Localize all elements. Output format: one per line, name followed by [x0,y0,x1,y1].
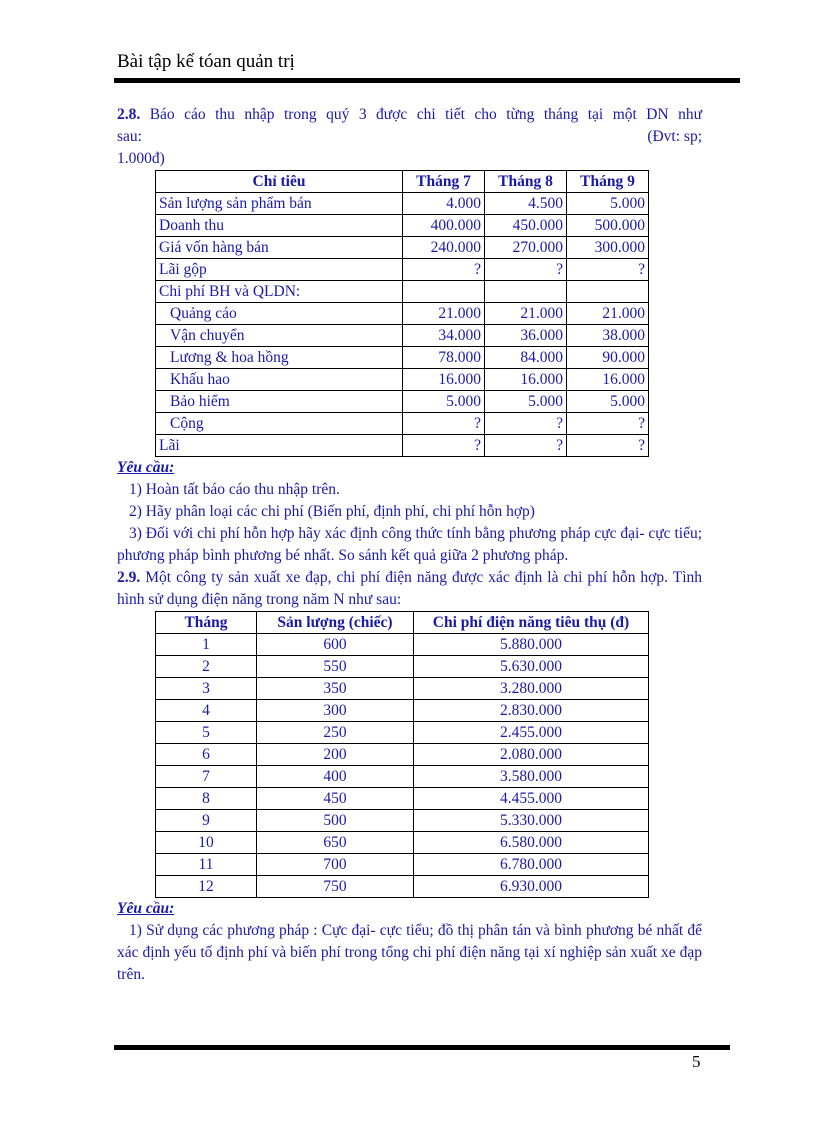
month-cell: 8 [156,788,257,810]
row-label: Lãi gộp [156,259,403,281]
table-row [156,369,649,391]
table-row [156,391,649,413]
cell: 21.000 [484,303,566,325]
cell: 16.000 [403,369,485,391]
header-rule [114,78,740,83]
cost-cell: 3.580.000 [414,766,649,788]
row-label: Khấu hao [156,369,403,391]
cell: 270.000 [484,237,566,259]
month-cell: 1 [156,634,257,656]
ex29-requirement-title [117,898,702,920]
month-cell: 11 [156,854,257,876]
ex29-number: 2.9. [117,569,141,586]
month-cell: 10 [156,832,257,854]
requirement-heading: Yêu cầu: [117,900,175,917]
row-label: Chi phí BH và QLDN: [156,281,403,303]
table-row [156,832,649,854]
cell: 90.000 [566,347,648,369]
month-cell: 3 [156,678,257,700]
ex28-intro-text: Báo cáo thu nhập trong quý 3 được chi tiết cho từng tháng tại một DN như [149,106,703,123]
quantity-cell: 450 [257,788,414,810]
table-row [156,876,649,898]
cell: 34.000 [403,325,485,347]
cell: 16.000 [566,369,648,391]
ex28-requirement-2: 2) Hãy phân loại các chi phí (Biến phí, định phí, chi phí hỗn hợp) [129,503,535,520]
cost-cell: 5.630.000 [414,656,649,678]
cost-cell: 3.280.000 [414,678,649,700]
cell: 84.000 [484,347,566,369]
month-cell: 2 [156,656,257,678]
cell: 36.000 [484,325,566,347]
row-label: Bảo hiểm [156,391,403,413]
table-row [156,259,649,281]
income-statement-table [155,170,649,457]
table-row [156,766,649,788]
cell: 400.000 [403,215,485,237]
table-header-row [156,612,649,634]
col-header-thang-7: Tháng 7 [403,171,485,193]
cell: 450.000 [484,215,566,237]
cell: 240.000 [403,237,485,259]
cell: 500.000 [566,215,648,237]
ex28-intro-line1 [117,104,702,126]
ex28-intro-sau: sau: [117,128,142,145]
table-row [156,347,649,369]
cell: 21.000 [566,303,648,325]
col-header-chi-tieu: Chỉ tiêu [156,171,403,193]
footer-rule [114,1045,730,1050]
table-row [156,634,649,656]
ex28-intro-line3: 1.000đ) [117,150,165,167]
quantity-cell: 400 [257,766,414,788]
cell: 5.000 [566,391,648,413]
quantity-cell: 550 [257,656,414,678]
table-row [156,303,649,325]
cell: 4.000 [403,193,485,215]
row-label: Vận chuyển [156,325,403,347]
page-number: 5 [692,1052,701,1071]
cell: ? [403,435,485,457]
month-cell: 7 [156,766,257,788]
cell: ? [403,413,485,435]
cost-cell: 2.080.000 [414,744,649,766]
cost-cell: 6.780.000 [414,854,649,876]
electricity-table-body [156,634,649,898]
cell: ? [484,413,566,435]
cell: 21.000 [403,303,485,325]
cell: ? [484,435,566,457]
requirement-heading: Yêu cầu: [117,459,175,476]
cell: ? [566,435,648,457]
table-row [156,678,649,700]
table-row [156,281,649,303]
ex29-intro [117,567,702,611]
cost-cell: 2.455.000 [414,722,649,744]
cell: ? [484,259,566,281]
ex28-unit-note: (Đvt: sp; [647,128,702,145]
quantity-cell: 500 [257,810,414,832]
month-cell: 4 [156,700,257,722]
table-row [156,215,649,237]
table-row [156,435,649,457]
electricity-cost-table [155,611,649,898]
row-label: Lãi [156,435,403,457]
month-cell: 5 [156,722,257,744]
table-row [156,700,649,722]
cell [566,281,648,303]
table-row [156,193,649,215]
col-header-thang-8: Tháng 8 [484,171,566,193]
quantity-cell: 600 [257,634,414,656]
cell: 38.000 [566,325,648,347]
page-content [117,104,702,986]
row-label: Quảng cáo [156,303,403,325]
row-label: Lương & hoa hồng [156,347,403,369]
row-label: Giá vốn hàng bán [156,237,403,259]
cell: ? [566,413,648,435]
table-row [156,325,649,347]
cell: ? [403,259,485,281]
cost-cell: 4.455.000 [414,788,649,810]
month-cell: 6 [156,744,257,766]
quantity-cell: 700 [257,854,414,876]
cost-cell: 6.930.000 [414,876,649,898]
cell: 300.000 [566,237,648,259]
col-header-thang-9: Tháng 9 [566,171,648,193]
ex28-requirement-3: 3) Đối với chi phí hỗn hợp hãy xác định công thức tính bằng phương pháp cực đại- cực tiểu; phương pháp bình phương bé nhất. So sánh kết quả giữa 2 phương pháp. [117,525,702,564]
cell [484,281,566,303]
ex28-requirement-1: 1) Hoàn tất báo cáo thu nhập trên. [129,481,340,498]
quantity-cell: 300 [257,700,414,722]
quantity-cell: 750 [257,876,414,898]
quantity-cell: 350 [257,678,414,700]
quantity-cell: 200 [257,744,414,766]
table-header-row [156,171,649,193]
page-header-title: Bài tập kế tóan quản trị [117,51,295,72]
row-label: Sản lượng sản phẩm bán [156,193,403,215]
table-row [156,744,649,766]
ex28-number: 2.8. [117,106,141,123]
table-row [156,413,649,435]
month-cell: 12 [156,876,257,898]
col-header-chi-phi: Chi phí điện năng tiêu thụ (đ) [414,612,649,634]
ex28-requirement-title [117,457,702,479]
table-row [156,854,649,876]
cost-cell: 5.880.000 [414,634,649,656]
cell: 4.500 [484,193,566,215]
cell: 5.000 [566,193,648,215]
cell [403,281,485,303]
col-header-san-luong: Sản lượng (chiếc) [257,612,414,634]
ex29-intro-text: Một công ty sản xuất xe đạp, chi phí điện năng được xác định là chi phí hỗn hợp. Tình hình sử dụng điện năng trong năm N như sau: [117,569,702,608]
table-row [156,788,649,810]
table-row [156,810,649,832]
cell: 5.000 [403,391,485,413]
cost-cell: 5.330.000 [414,810,649,832]
table-row [156,237,649,259]
table-row [156,722,649,744]
quantity-cell: 650 [257,832,414,854]
table-row [156,656,649,678]
cell: 16.000 [484,369,566,391]
row-label: Cộng [156,413,403,435]
ex29-requirement-1: 1) Sử dụng các phương pháp : Cực đại- cực tiểu; đồ thị phân tán và bình phương bé nhất để xác định yếu tố định phí và biến phí trong tổng chi phí điện năng tại xí nghiệp sản xuất xe đạp trên. [117,922,702,983]
ex28-intro-line2 [117,126,702,148]
col-header-thang: Tháng [156,612,257,634]
cost-cell: 2.830.000 [414,700,649,722]
cost-cell: 6.580.000 [414,832,649,854]
month-cell: 9 [156,810,257,832]
cell: 5.000 [484,391,566,413]
cell: 78.000 [403,347,485,369]
cell: ? [566,259,648,281]
row-label: Doanh thu [156,215,403,237]
quantity-cell: 250 [257,722,414,744]
